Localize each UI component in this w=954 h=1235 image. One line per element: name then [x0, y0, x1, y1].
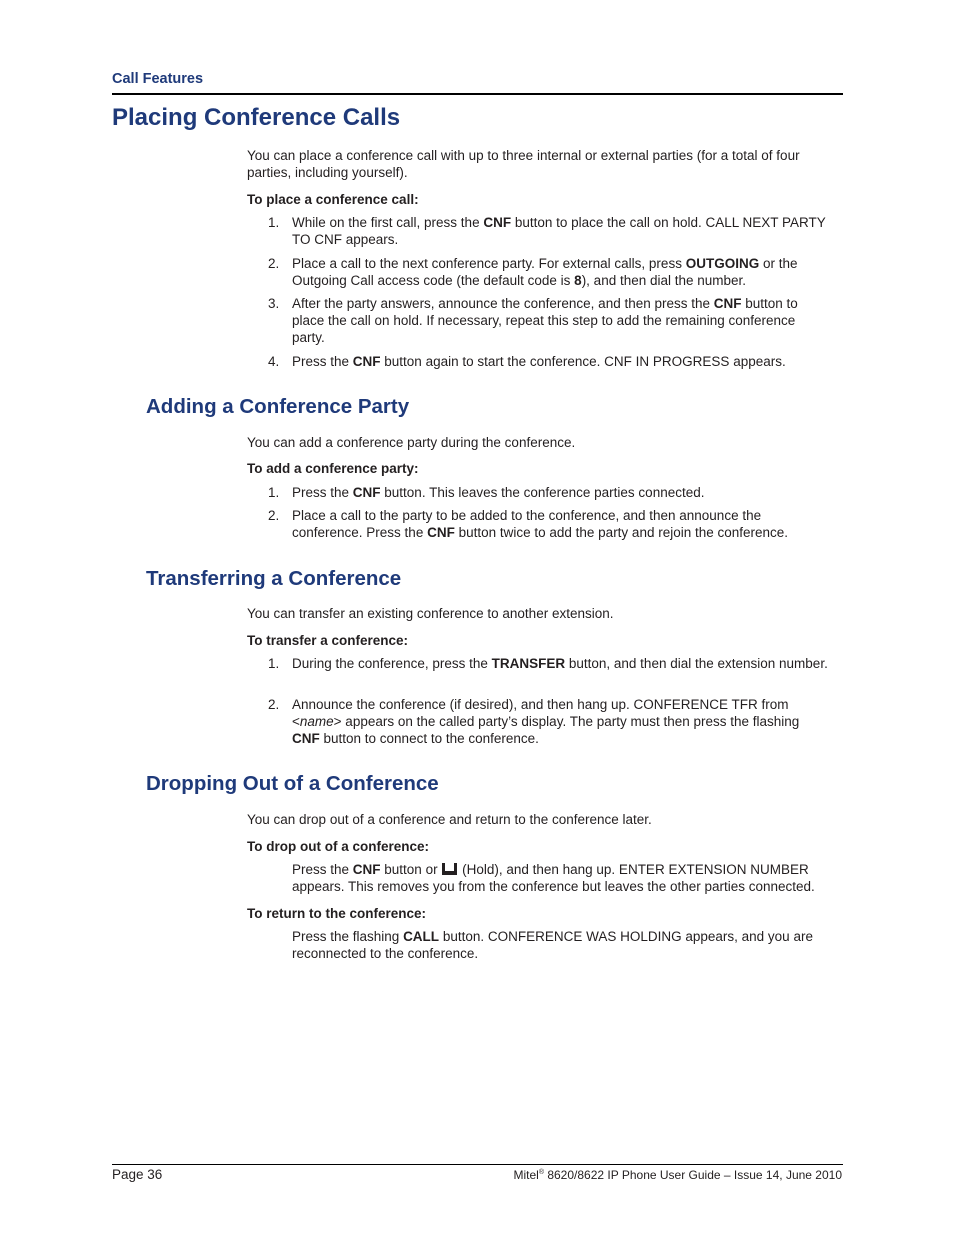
instruction-text: Press the	[292, 862, 353, 877]
transferring-heading: Transferring a Conference	[146, 567, 402, 590]
step-text: After the party answers, announce the conference, and then press the	[292, 296, 714, 311]
button-name: CNF	[427, 525, 455, 540]
adding-intro: You can add a conference party during the conference.	[247, 435, 576, 450]
header-rule	[112, 93, 843, 95]
placing-procedure-title: To place a conference call:	[247, 192, 419, 207]
step-number: 1.	[268, 215, 280, 230]
step-text: Place a call to the next conference party. For external calls, press	[292, 256, 686, 271]
footer-document-title	[513, 1168, 842, 1182]
adding-step-2	[268, 507, 828, 541]
step-text: Press the	[292, 354, 353, 369]
header-section-label: Call Features	[112, 71, 204, 87]
guide-title: 8620/8622 IP Phone User Guide – Issue 14, June 2010	[544, 1168, 842, 1182]
button-name: CNF	[352, 354, 381, 369]
footer-page-number: Page 36	[112, 1167, 163, 1182]
adding-step-1	[268, 484, 828, 501]
step-text: button to connect to the conference.	[319, 731, 539, 746]
button-name: TRANSFER	[491, 656, 566, 671]
button-name: OUTGOING	[685, 256, 760, 271]
instruction-text: (Hold), and then hang up. ENTER EXTENSION NUMBER appears. This removes you from the conference but leaves the other parties connected.	[292, 862, 815, 894]
adding-heading: Adding a Conference Party	[146, 395, 410, 418]
transferring-step-2	[268, 696, 828, 747]
step-text: Press the	[292, 485, 353, 500]
dropping-heading: Dropping Out of a Conference	[146, 772, 439, 795]
step-text: or the Outgoing Call access code (the default code is	[292, 256, 798, 288]
button-name: CNF	[352, 862, 381, 877]
step-text: Announce the conference (if desired), and then hang up. CONFERENCE TFR from <	[292, 697, 789, 729]
step-number: 3.	[268, 296, 280, 311]
step-text: button to place the call on hold. CALL NEXT PARTY TO CNF appears.	[292, 215, 826, 247]
placing-step-3	[268, 295, 828, 346]
placing-step-1	[268, 214, 828, 248]
step-number: 2.	[268, 508, 280, 523]
return-instruction	[292, 928, 842, 962]
button-name: CNF	[352, 485, 381, 500]
registered-mark: ®	[538, 1169, 544, 1176]
step-text: > appears on the called party’s display. The party must then press the flashing	[333, 714, 800, 729]
instruction-text: button. CONFERENCE WAS HOLDING appears, and you are reconnected to the conference.	[292, 929, 813, 961]
step-text: button again to start the conference. CNF IN PROGRESS appears.	[380, 354, 786, 369]
placing-step-4	[268, 353, 828, 370]
step-text: While on the first call, press the	[292, 215, 484, 230]
footer-rule	[112, 1164, 843, 1165]
button-name: CNF	[713, 296, 742, 311]
step-text: ), and then dial the number.	[581, 273, 747, 288]
drop-procedure-title: To drop out of a conference:	[247, 839, 429, 854]
instruction-text: button or	[380, 862, 442, 877]
dropping-intro: You can drop out of a conference and return to the conference later.	[247, 812, 652, 827]
transferring-procedure-title: To transfer a conference:	[247, 633, 409, 648]
instruction-text: Press the flashing	[292, 929, 404, 944]
hold-icon	[441, 862, 458, 876]
step-number: 1.	[268, 656, 280, 671]
step-number: 2.	[268, 256, 280, 271]
return-procedure-title: To return to the conference:	[247, 906, 427, 921]
step-text: button. This leaves the conference parties connected.	[380, 485, 705, 500]
drop-instruction	[292, 861, 842, 895]
button-name: CNF	[292, 731, 320, 746]
button-name: CNF	[483, 215, 512, 230]
adding-procedure-title: To add a conference party:	[247, 461, 419, 476]
step-number: 1.	[268, 485, 280, 500]
step-text: Place a call to the party to be added to the conference, and then announce the conference. Press the	[292, 508, 762, 540]
step-number: 4.	[268, 354, 280, 369]
step-text: button, and then dial the extension number.	[565, 656, 828, 671]
step-text: During the conference, press the	[292, 656, 492, 671]
placing-intro: You can place a conference call with up to three internal or external parties (for a total of four parties, including yourself).	[247, 148, 800, 180]
brand-name: Mitel	[513, 1168, 539, 1182]
transferring-step-1	[268, 655, 828, 672]
step-text: button to place the call on hold. If necessary, repeat this step to add the remaining conference party.	[292, 296, 798, 345]
step-text: button twice to add the party and rejoin the conference.	[454, 525, 789, 540]
placing-step-2	[268, 255, 828, 289]
default-code: 8	[574, 273, 582, 288]
button-name: CALL	[403, 929, 440, 944]
page-title: Placing Conference Calls	[112, 104, 401, 131]
step-number: 2.	[268, 697, 280, 712]
name-placeholder: name	[299, 714, 334, 729]
transferring-intro: You can transfer an existing conference to another extension.	[247, 606, 614, 621]
